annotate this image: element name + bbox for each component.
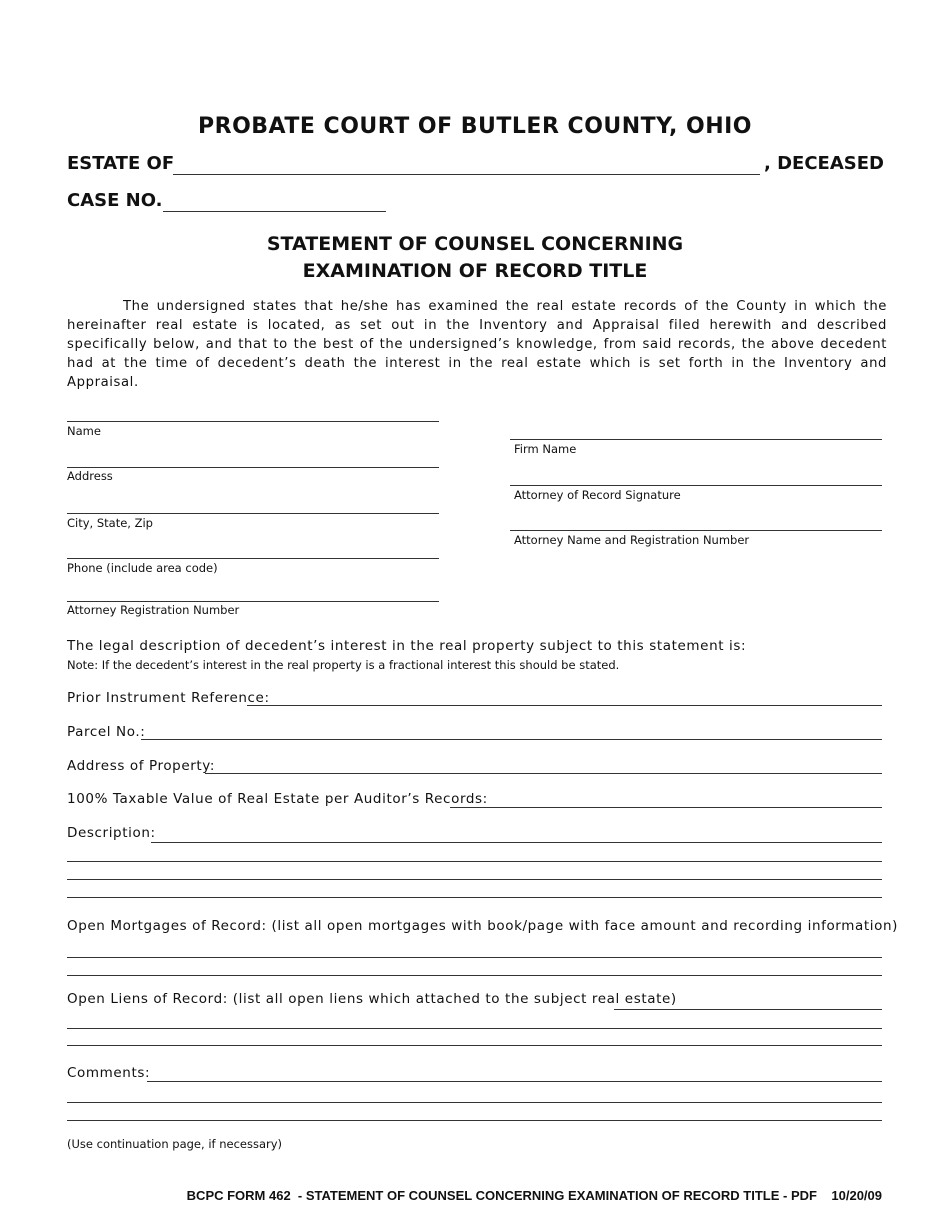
attorney-registration-field[interactable] [67, 601, 439, 602]
comments-line-2[interactable] [67, 1102, 882, 1103]
taxable-value-field[interactable] [450, 807, 882, 808]
case-no-field[interactable] [163, 211, 386, 212]
signature-label: Attorney of Record Signature [514, 488, 681, 502]
form-footer: BCPC FORM 462 - STATEMENT OF COUNSEL CONCERNING EXAMINATION OF RECORD TITLE - PDF 10/20/09 [186, 1188, 882, 1203]
phone-label: Phone (include area code) [67, 561, 218, 575]
estate-of-label: ESTATE OF [67, 153, 175, 174]
firm-name-label: Firm Name [514, 442, 577, 456]
estate-name-field[interactable] [173, 174, 760, 175]
legal-description-intro: The legal description of decedent’s interest in the real property subject to this statement is: [67, 638, 747, 654]
attorney-name-registration-field[interactable] [510, 530, 882, 531]
open-mortgages-line-1[interactable] [67, 957, 882, 958]
description-label: Description: [67, 825, 156, 841]
open-liens-label: Open Liens of Record: (list all open liens which attached to the subject real estate) [67, 991, 677, 1007]
comments-label: Comments: [67, 1065, 151, 1081]
address-of-property-label: Address of Property: [67, 758, 216, 774]
prior-instrument-field[interactable] [247, 705, 882, 706]
signature-field[interactable] [510, 485, 882, 486]
comments-line-3[interactable] [67, 1120, 882, 1121]
address-of-property-field[interactable] [205, 773, 882, 774]
description-line-2[interactable] [67, 861, 882, 862]
open-liens-line-3[interactable] [67, 1045, 882, 1046]
open-mortgages-label: Open Mortgages of Record: (list all open mortgages with book/page with face amount and recording information) [67, 918, 898, 934]
document-title-line2: EXAMINATION OF RECORD TITLE [302, 260, 648, 282]
open-mortgages-line-2[interactable] [67, 975, 882, 976]
city-state-zip-field[interactable] [67, 513, 439, 514]
comments-field[interactable] [147, 1081, 882, 1082]
name-label: Name [67, 424, 101, 438]
deceased-label: , DECEASED [764, 153, 884, 174]
city-state-zip-label: City, State, Zip [67, 516, 153, 530]
description-field[interactable] [151, 842, 882, 843]
open-liens-line-2[interactable] [67, 1028, 882, 1029]
name-field[interactable] [67, 421, 439, 422]
parcel-no-label: Parcel No.: [67, 724, 146, 740]
court-title: PROBATE COURT OF BUTLER COUNTY, OHIO [198, 114, 752, 139]
statement-paragraph: The undersigned states that he/she has examined the real estate records of the County in which the hereinafter real estate is located, as set out in the Inventory and Appraisal filed herewith and described specifically below, and that to the best of the undersigned’s knowledge, from said records, the above decedent had at the time of decedent’s death the interest in the real estate which is set forth in the Inventory and Appraisal. [67, 299, 887, 390]
description-line-4[interactable] [67, 897, 882, 898]
attorney-registration-label: Attorney Registration Number [67, 603, 240, 617]
phone-field[interactable] [67, 558, 439, 559]
taxable-value-label: 100% Taxable Value of Real Estate per Auditor’s Records: [67, 791, 488, 807]
address-field[interactable] [67, 467, 439, 468]
document-title-line1: STATEMENT OF COUNSEL CONCERNING [266, 233, 684, 255]
fractional-interest-note: Note: If the decedent’s interest in the real property is a fractional interest this should be stated. [67, 658, 620, 672]
attorney-name-registration-label: Attorney Name and Registration Number [514, 533, 750, 547]
prior-instrument-label: Prior Instrument Reference: [67, 690, 270, 706]
address-label: Address [67, 469, 113, 483]
continuation-note: (Use continuation page, if necessary) [67, 1137, 283, 1151]
description-line-3[interactable] [67, 879, 882, 880]
parcel-no-field[interactable] [141, 739, 882, 740]
open-liens-field[interactable] [614, 1009, 882, 1010]
case-no-label: CASE NO. [67, 190, 163, 211]
firm-name-field[interactable] [510, 439, 882, 440]
